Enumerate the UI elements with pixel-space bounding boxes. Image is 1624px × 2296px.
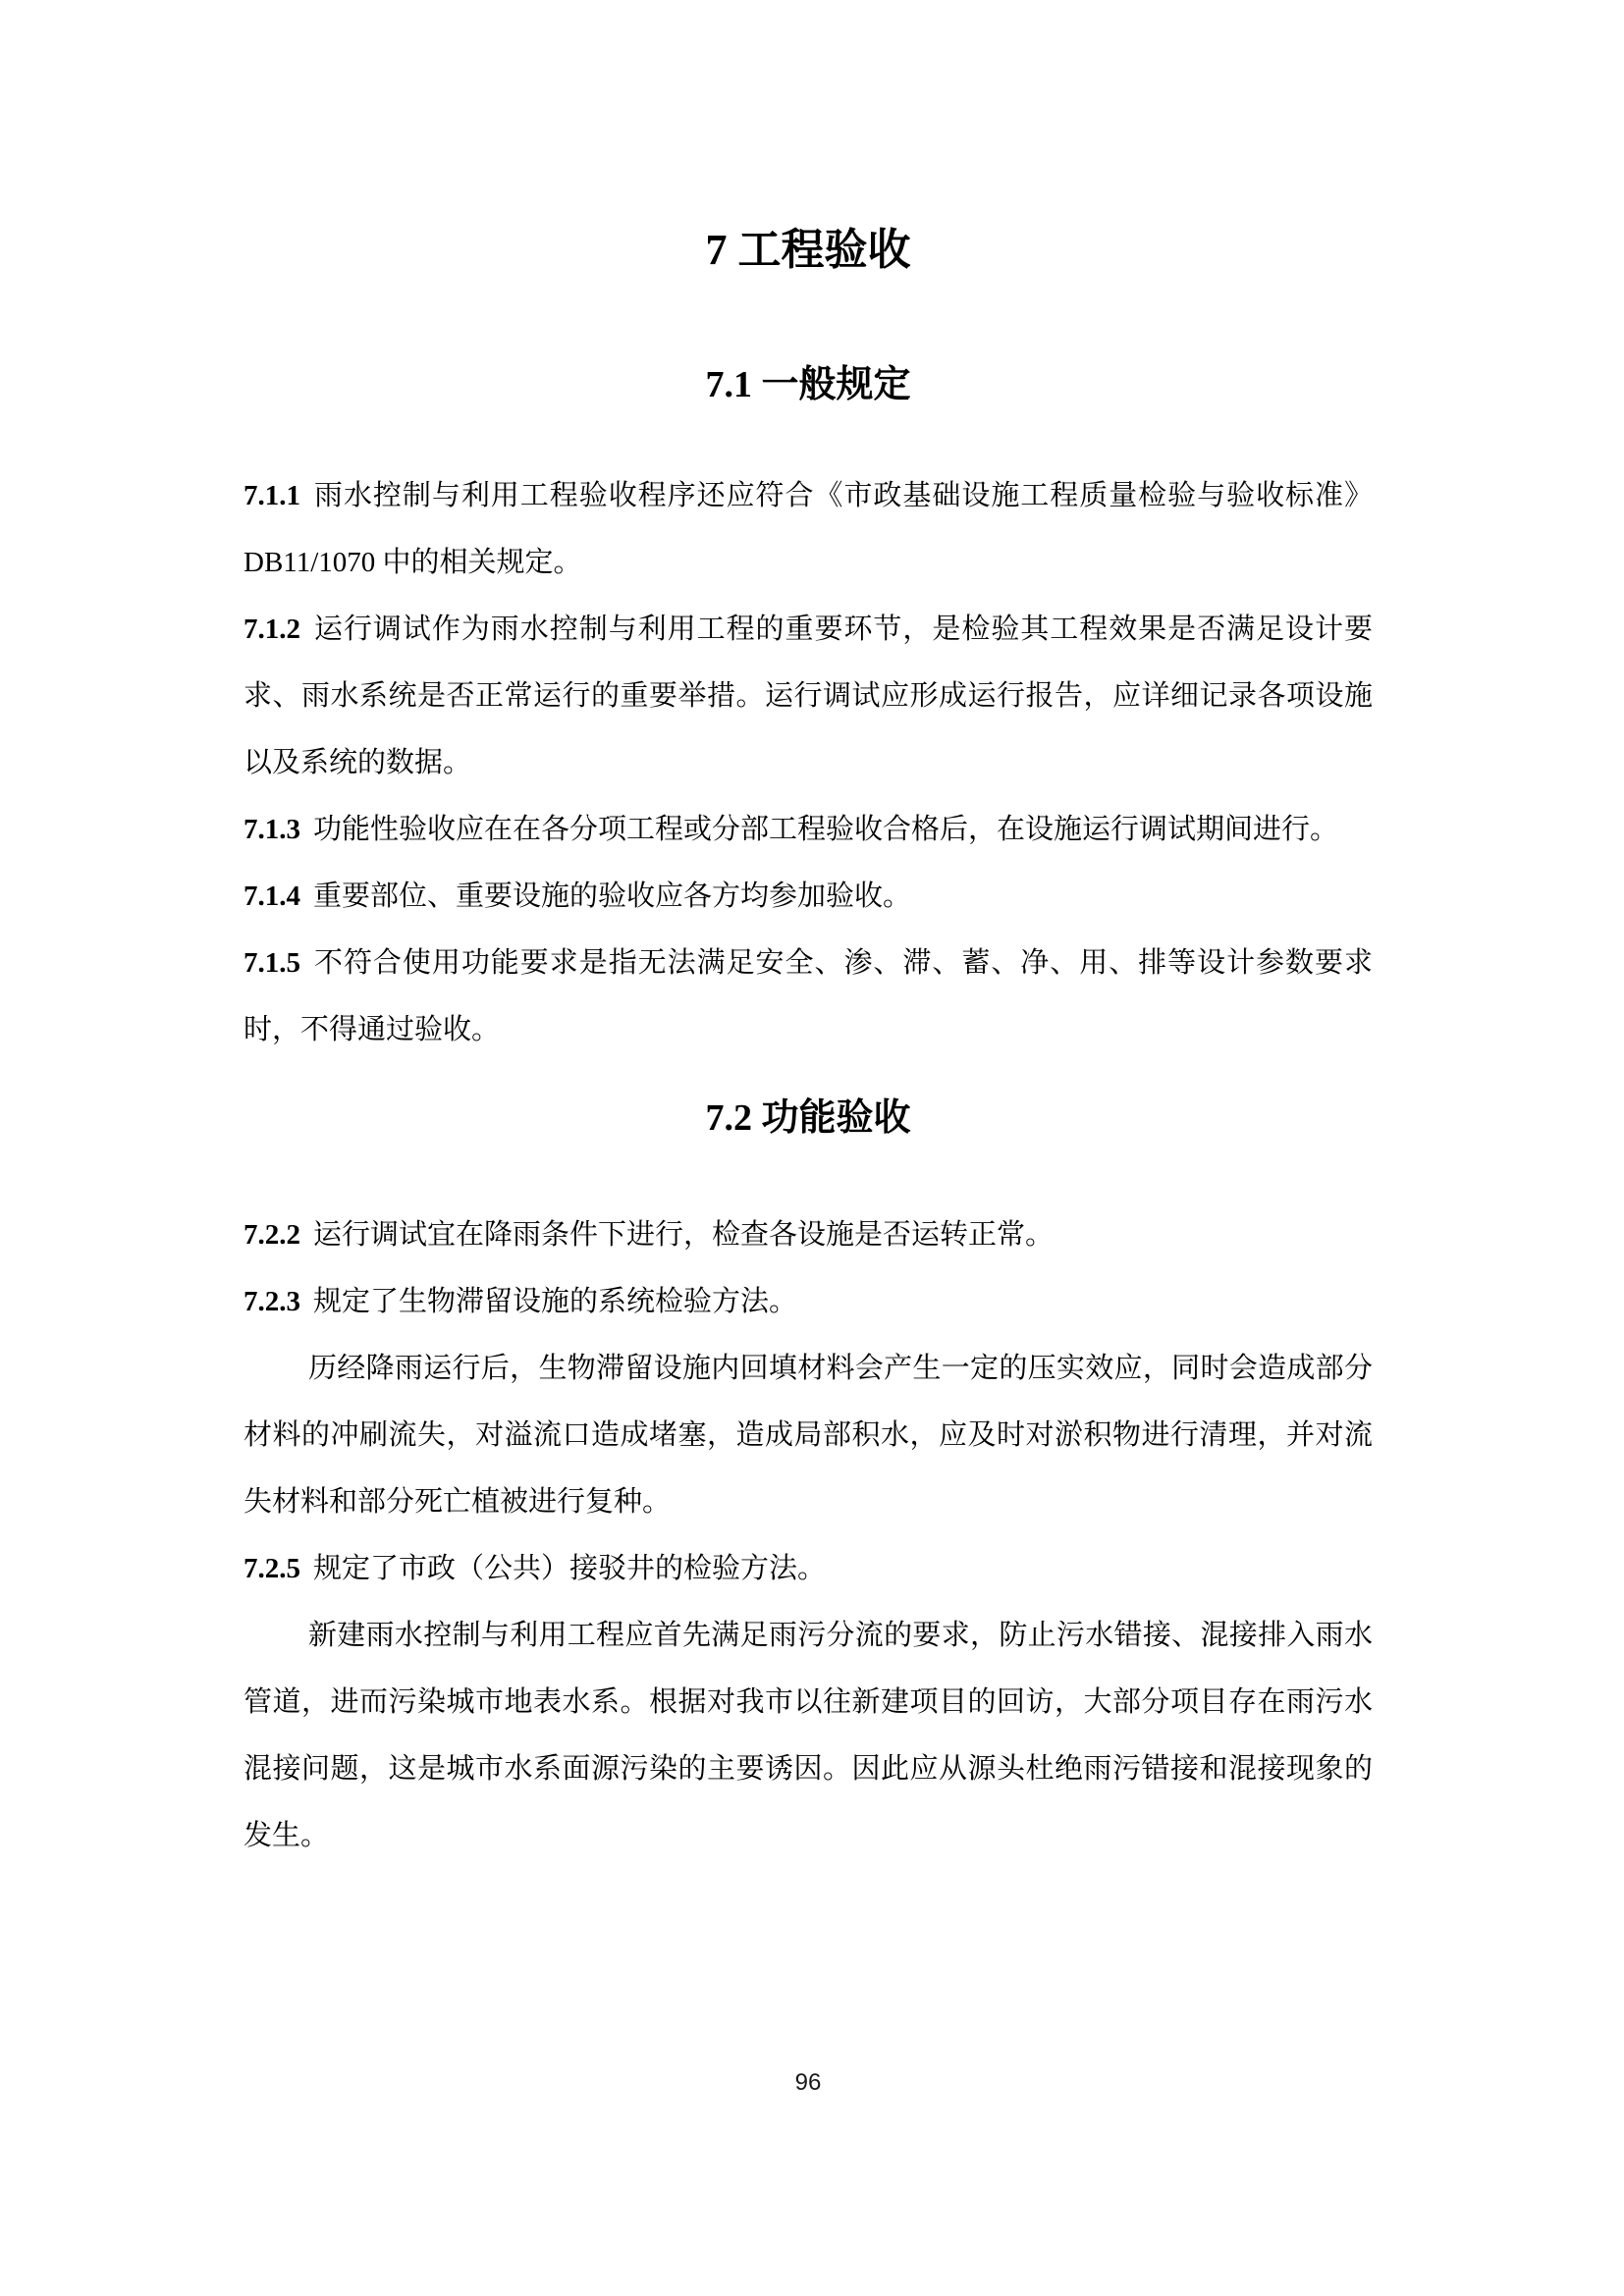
paragraph-7-1-4: [244, 863, 1373, 930]
page-content: [244, 0, 1373, 1869]
clause-number: 7.2.5: [244, 1553, 300, 1584]
clause-text: 规定了市政（公共）接驳井的检验方法。: [313, 1553, 827, 1584]
paragraph-7-1-2: [244, 596, 1373, 796]
clause-text: 规定了生物滞留设施的系统检验方法。: [313, 1286, 798, 1317]
clause-number: 7.2.2: [244, 1219, 300, 1251]
section-7-2-heading: 7.2 功能验收: [705, 1097, 911, 1139]
clause-text: 新建雨水控制与利用工程应首先满足雨污分流的要求，防止污水错接、混接排入雨水管道，进而污染城市地表水系。根据对我市以往新建项目的回访，大部分项目存在雨污水混接问题，这是城市水系面源污染的主要诱因。因此应从源头杜绝雨污错接和混接现象的发生。: [244, 1620, 1373, 1851]
clause-text: 历经降雨运行后，生物滞留设施内回填材料会产生一定的压实效应，同时会造成部分材料的冲刷流失，对溢流口造成堵塞，造成局部积水，应及时对淤积物进行清理，并对流失材料和部分死亡植被进行复种。: [244, 1353, 1373, 1518]
page-number: 96: [794, 2069, 822, 2096]
paragraph-7-2-2: [244, 1201, 1373, 1268]
clause-text: 运行调试作为雨水控制与利用工程的重要环节，是检验其工程效果是否满足设计要求、雨水系统是否正常运行的重要举措。运行调试应形成运行报告，应详细记录各项设施以及系统的数据。: [244, 614, 1373, 778]
paragraph-7-1-3: [244, 796, 1373, 863]
paragraph-7-2-5: [244, 1535, 1373, 1602]
paragraph-7-1-5: [244, 930, 1373, 1063]
clause-text: 功能性验收应在在各分项工程或分部工程验收合格后，在设施运行调试期间进行。: [313, 814, 1339, 845]
explanation-paragraph-7-2-5: [244, 1602, 1373, 1869]
clause-text: 运行调试宜在降雨条件下进行，检查各设施是否运转正常。: [313, 1219, 1055, 1251]
clause-number: 7.1.1: [244, 480, 300, 511]
paragraph-7-1-1: [244, 462, 1373, 596]
clause-text: 重要部位、重要设施的验收应各方均参加验收。: [313, 881, 912, 912]
clause-number: 7.2.3: [244, 1286, 300, 1317]
clause-number: 7.1.4: [244, 881, 300, 912]
section-7-1-heading: 7.1 一般规定: [705, 364, 911, 405]
explanation-paragraph-7-2-3: [244, 1335, 1373, 1535]
clause-number: 7.1.3: [244, 814, 300, 845]
clause-number: 7.1.5: [244, 947, 300, 979]
paragraph-7-2-3: [244, 1268, 1373, 1335]
clause-number: 7.1.2: [244, 614, 300, 645]
clause-text: 雨水控制与利用工程验收程序还应符合《市政基础设施工程质量检验与验收标准》DB11/1070 中的相关规定。: [244, 480, 1373, 578]
clause-text: 不符合使用功能要求是指无法满足安全、渗、滞、蓄、净、用、排等设计参数要求时，不得通过验收。: [244, 947, 1373, 1045]
chapter-title: 7 工程验收: [705, 226, 911, 274]
